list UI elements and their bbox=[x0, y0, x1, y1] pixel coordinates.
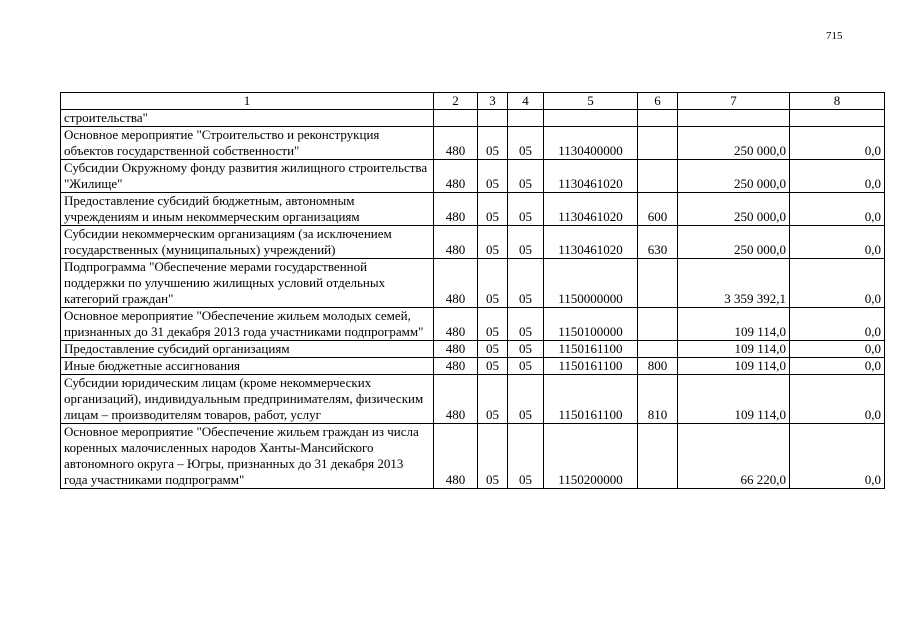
row-cell: 05 bbox=[478, 193, 508, 226]
row-cell bbox=[638, 259, 678, 308]
table-row bbox=[61, 341, 885, 358]
row-cell: 05 bbox=[508, 127, 544, 160]
row-cell: 109 114,0 bbox=[678, 358, 790, 375]
row-cell: 05 bbox=[478, 358, 508, 375]
header-cell: 6 bbox=[638, 93, 678, 110]
row-cell: 05 bbox=[478, 424, 508, 489]
row-cell bbox=[638, 424, 678, 489]
table-row bbox=[61, 127, 885, 160]
row-cell: 05 bbox=[478, 226, 508, 259]
header-cell: 3 bbox=[478, 93, 508, 110]
row-cell bbox=[638, 160, 678, 193]
row-cell: 05 bbox=[508, 341, 544, 358]
header-cell: 8 bbox=[790, 93, 885, 110]
header-cell: 4 bbox=[508, 93, 544, 110]
row-cell: 250 000,0 bbox=[678, 193, 790, 226]
row-cell bbox=[508, 110, 544, 127]
row-cell: 05 bbox=[478, 127, 508, 160]
row-name: Основное мероприятие "Обеспечение жильем молодых семей, признанных до 31 декабря 2013 года участниками подпрограмм" bbox=[61, 308, 434, 341]
row-cell bbox=[434, 110, 478, 127]
row-name: Субсидии юридическим лицам (кроме некоммерческих организаций), индивидуальным предпринимателям, физическим лицам – производителям товаров, работ, услуг bbox=[61, 375, 434, 424]
row-cell: 109 114,0 bbox=[678, 375, 790, 424]
row-cell: 250 000,0 bbox=[678, 160, 790, 193]
row-cell: 480 bbox=[434, 160, 478, 193]
row-cell bbox=[544, 110, 638, 127]
row-cell bbox=[638, 127, 678, 160]
row-cell: 05 bbox=[478, 341, 508, 358]
row-cell: 1130461020 bbox=[544, 160, 638, 193]
table-row bbox=[61, 160, 885, 193]
row-cell: 0,0 bbox=[790, 193, 885, 226]
row-name: Предоставление субсидий организациям bbox=[61, 341, 434, 358]
row-cell: 0,0 bbox=[790, 160, 885, 193]
table-row bbox=[61, 424, 885, 489]
row-name: Иные бюджетные ассигнования bbox=[61, 358, 434, 375]
row-name: строительства" bbox=[61, 110, 434, 127]
row-cell: 630 bbox=[638, 226, 678, 259]
row-cell: 480 bbox=[434, 424, 478, 489]
row-cell: 480 bbox=[434, 127, 478, 160]
row-cell: 05 bbox=[478, 160, 508, 193]
row-cell: 480 bbox=[434, 341, 478, 358]
row-cell: 1130461020 bbox=[544, 226, 638, 259]
row-name: Основное мероприятие "Строительство и реконструкция объектов государственной собственности" bbox=[61, 127, 434, 160]
budget-table bbox=[60, 92, 885, 489]
row-name: Предоставление субсидий бюджетным, автономным учреждениям и иным некоммерческим организациям bbox=[61, 193, 434, 226]
table-row bbox=[61, 193, 885, 226]
row-cell: 05 bbox=[508, 160, 544, 193]
table-row bbox=[61, 110, 885, 127]
row-cell: 810 bbox=[638, 375, 678, 424]
row-cell: 250 000,0 bbox=[678, 127, 790, 160]
row-cell bbox=[638, 308, 678, 341]
row-cell: 0,0 bbox=[790, 127, 885, 160]
row-cell: 480 bbox=[434, 358, 478, 375]
row-cell: 0,0 bbox=[790, 358, 885, 375]
table-row bbox=[61, 226, 885, 259]
row-cell: 480 bbox=[434, 259, 478, 308]
row-cell: 05 bbox=[478, 308, 508, 341]
row-cell: 250 000,0 bbox=[678, 226, 790, 259]
row-cell: 109 114,0 bbox=[678, 341, 790, 358]
row-cell: 1150161100 bbox=[544, 375, 638, 424]
header-cell: 7 bbox=[678, 93, 790, 110]
row-cell: 0,0 bbox=[790, 341, 885, 358]
table-row bbox=[61, 375, 885, 424]
row-name: Субсидии некоммерческим организациям (за исключением государственных (муниципальных) учреждений) bbox=[61, 226, 434, 259]
row-cell: 480 bbox=[434, 226, 478, 259]
row-cell: 1130461020 bbox=[544, 193, 638, 226]
row-cell: 109 114,0 bbox=[678, 308, 790, 341]
row-cell: 0,0 bbox=[790, 259, 885, 308]
row-cell: 1130400000 bbox=[544, 127, 638, 160]
table-row bbox=[61, 358, 885, 375]
row-cell: 05 bbox=[508, 226, 544, 259]
row-cell: 600 bbox=[638, 193, 678, 226]
table-row bbox=[61, 259, 885, 308]
row-cell: 05 bbox=[508, 308, 544, 341]
row-cell: 3 359 392,1 bbox=[678, 259, 790, 308]
row-cell: 480 bbox=[434, 308, 478, 341]
row-cell: 0,0 bbox=[790, 226, 885, 259]
table-header-row bbox=[61, 93, 885, 110]
row-cell bbox=[638, 341, 678, 358]
header-cell: 1 bbox=[61, 93, 434, 110]
row-name: Подпрограмма "Обеспечение мерами государственной поддержки по улучшению жилищных условий отдельных категорий граждан" bbox=[61, 259, 434, 308]
row-cell: 05 bbox=[508, 259, 544, 308]
row-cell: 0,0 bbox=[790, 424, 885, 489]
header-cell: 2 bbox=[434, 93, 478, 110]
row-cell: 800 bbox=[638, 358, 678, 375]
row-cell: 0,0 bbox=[790, 375, 885, 424]
row-cell: 66 220,0 bbox=[678, 424, 790, 489]
header-cell: 5 bbox=[544, 93, 638, 110]
row-cell: 1150161100 bbox=[544, 341, 638, 358]
row-name: Основное мероприятие "Обеспечение жильем граждан из числа коренных малочисленных народов Ханты-Мансийского автономного округа – Югры, признанных до 31 декабря 2013 года участниками подпрограмм" bbox=[61, 424, 434, 489]
row-cell: 0,0 bbox=[790, 308, 885, 341]
row-cell: 05 bbox=[478, 375, 508, 424]
row-cell: 1150161100 bbox=[544, 358, 638, 375]
row-cell: 05 bbox=[508, 375, 544, 424]
row-cell: 05 bbox=[508, 358, 544, 375]
row-cell bbox=[478, 110, 508, 127]
row-name: Субсидии Окружному фонду развития жилищного строительства "Жилище" bbox=[61, 160, 434, 193]
row-cell: 05 bbox=[508, 193, 544, 226]
row-cell: 05 bbox=[478, 259, 508, 308]
row-cell: 1150200000 bbox=[544, 424, 638, 489]
row-cell: 1150000000 bbox=[544, 259, 638, 308]
row-cell bbox=[638, 110, 678, 127]
row-cell: 480 bbox=[434, 193, 478, 226]
table-row bbox=[61, 308, 885, 341]
row-cell bbox=[790, 110, 885, 127]
row-cell: 480 bbox=[434, 375, 478, 424]
row-cell bbox=[678, 110, 790, 127]
row-cell: 1150100000 bbox=[544, 308, 638, 341]
page-number: 715 bbox=[826, 30, 843, 42]
row-cell: 05 bbox=[508, 424, 544, 489]
